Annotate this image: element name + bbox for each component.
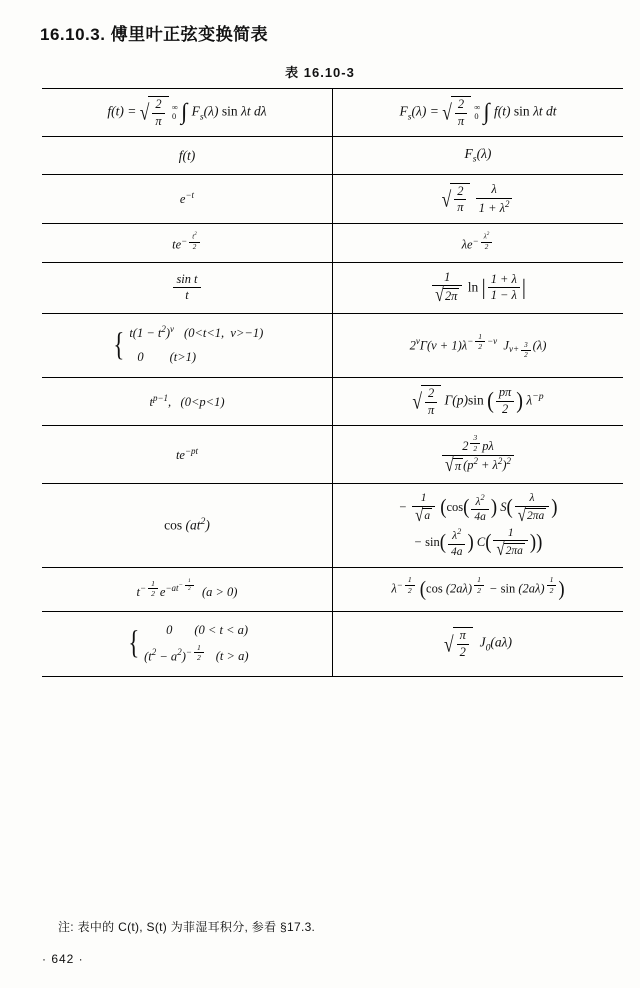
formula-cell-right — [333, 262, 624, 314]
table-row — [42, 611, 623, 676]
formula-9-left: { 0 (0 < t < a) $(t^2 - a^2)^{- \frac{1}{2}}$ (t > a) — [127, 622, 249, 663]
table-row — [42, 484, 623, 568]
table-row — [42, 175, 623, 224]
formula-5-right: √ $\frac{2}{\pi}$ Γ(p)sin ( $\frac{p\pi}{2}$ ) $\lambda^{-p}$ — [412, 385, 544, 417]
table-row-column-labels — [42, 137, 623, 175]
formula-cell-left — [42, 175, 333, 224]
formula-2-right: $\lambda e^{- \frac{\lambda^2}{2}}$ — [462, 231, 495, 254]
column-label-left-cell — [42, 137, 333, 175]
formula-cell-right — [333, 568, 624, 611]
formula-8-right: $\lambda^{- \frac{1}{2}}$ (cos (2aλ) $^{\frac{1}{2}}$ − sin (2aλ) $^{\frac{1}{2}}$ ) — [391, 575, 565, 602]
table-row — [42, 568, 623, 611]
formula-6-right: 2 $^{\frac{3}{2}}$ pλ √π $(p^2 + \lambda^2)^2$ — [440, 433, 516, 476]
page-number: · 642 · — [42, 952, 84, 966]
formula-3-right: $\frac{1}{√2\pi}$ ln | $\frac{1 + \lambda}{1 - \lambda}$ | — [430, 270, 526, 307]
table-row — [42, 224, 623, 262]
table-row — [42, 426, 623, 484]
formula-9-right: √ $\frac{\pi}{2}$ $J_0(a\lambda)$ — [443, 628, 513, 659]
formula-1-right: √ $\frac{2}{\pi}$ $\frac{\lambda}{1 + \lambda^2}$ — [442, 182, 515, 216]
formula-cell-right — [333, 314, 624, 378]
formula-cell-right — [333, 611, 624, 676]
table-note: 注: 表中的 C(t), S(t) 为菲湿耳积分, 参看 §17.3. — [58, 920, 316, 934]
formula-cell-right — [333, 484, 624, 568]
header-formula-right-cell — [333, 89, 624, 137]
header-formula-left: f(t) = √ $\frac{2}{\pi}$ ∞ 0 ∫ $F_s(\lambda)$ sin λt dλ — [107, 97, 267, 128]
formula-cell-right — [333, 426, 624, 484]
formula-cell-left — [42, 611, 333, 676]
fourier-sine-transform-table — [42, 88, 598, 677]
formula-4-left: { $t(1 - t^2)^\nu$ (0<t<1, ν>−1) 0 (t>1) — [113, 324, 264, 365]
table-row — [42, 262, 623, 314]
table-row — [42, 377, 623, 425]
column-label-right: $F_s(\lambda)$ — [464, 146, 492, 165]
formula-cell-left — [42, 262, 333, 314]
header-formula-left-cell — [42, 89, 333, 137]
formula-6-left: $te^{-pt}$ — [175, 445, 199, 462]
formula-7-left: $\cos (at^2)$ — [164, 516, 210, 533]
column-label-right-cell — [333, 137, 624, 175]
formula-cell-right — [333, 377, 624, 425]
formula-5-left: $t^{p-1}$, (0<p<1) — [149, 392, 225, 409]
formula-4-right: $2^\nu\Gamma(\nu + 1)\lambda^{- \frac{1}{2} -\nu}$ $J_{\nu+ \frac{3}{2}}$ (λ) — [409, 331, 547, 359]
table — [42, 88, 623, 677]
formula-cell-left — [42, 377, 333, 425]
page-title: 16.10.3. 傅里叶正弦变换简表 — [40, 25, 269, 44]
formula-8-left: $t^{- \frac{1}{2}}$ $e^{-at^{- \frac{1}{2}}}$ (a > 0) — [136, 577, 238, 599]
formula-cell-left — [42, 224, 333, 262]
formula-7-right: − $\frac{1}{√a}$ (cos( $\frac{\lambda^2}{4a}$ ) S( $\frac{\lambda}{√2\pi a}$ ) − sin( $\frac{\lambda^2}{4a}$ ) C( $\frac{1}{√2\pi a}$ )) — [398, 492, 558, 561]
formula-2-left: $te^{- \frac{t^2}{2}}$ — [172, 231, 202, 254]
formula-1-left: $e^{-t}$ — [179, 190, 195, 207]
formula-cell-right — [333, 224, 624, 262]
table-row — [42, 314, 623, 378]
formula-3-left: $\frac{\text{sin t}}{t}$ — [171, 272, 202, 304]
formula-cell-left — [42, 568, 333, 611]
formula-cell-left — [42, 484, 333, 568]
table-row-header-formula — [42, 89, 623, 137]
column-label-left: f(t) — [178, 147, 196, 163]
formula-cell-right — [333, 175, 624, 224]
table-caption: 表 16.10-3 — [285, 65, 355, 80]
formula-cell-left — [42, 426, 333, 484]
formula-cell-left — [42, 314, 333, 378]
header-formula-right: $F_s(\lambda)$ = √ $\frac{2}{\pi}$ ∞ 0 ∫ f(t) sin λt dt — [399, 97, 557, 128]
